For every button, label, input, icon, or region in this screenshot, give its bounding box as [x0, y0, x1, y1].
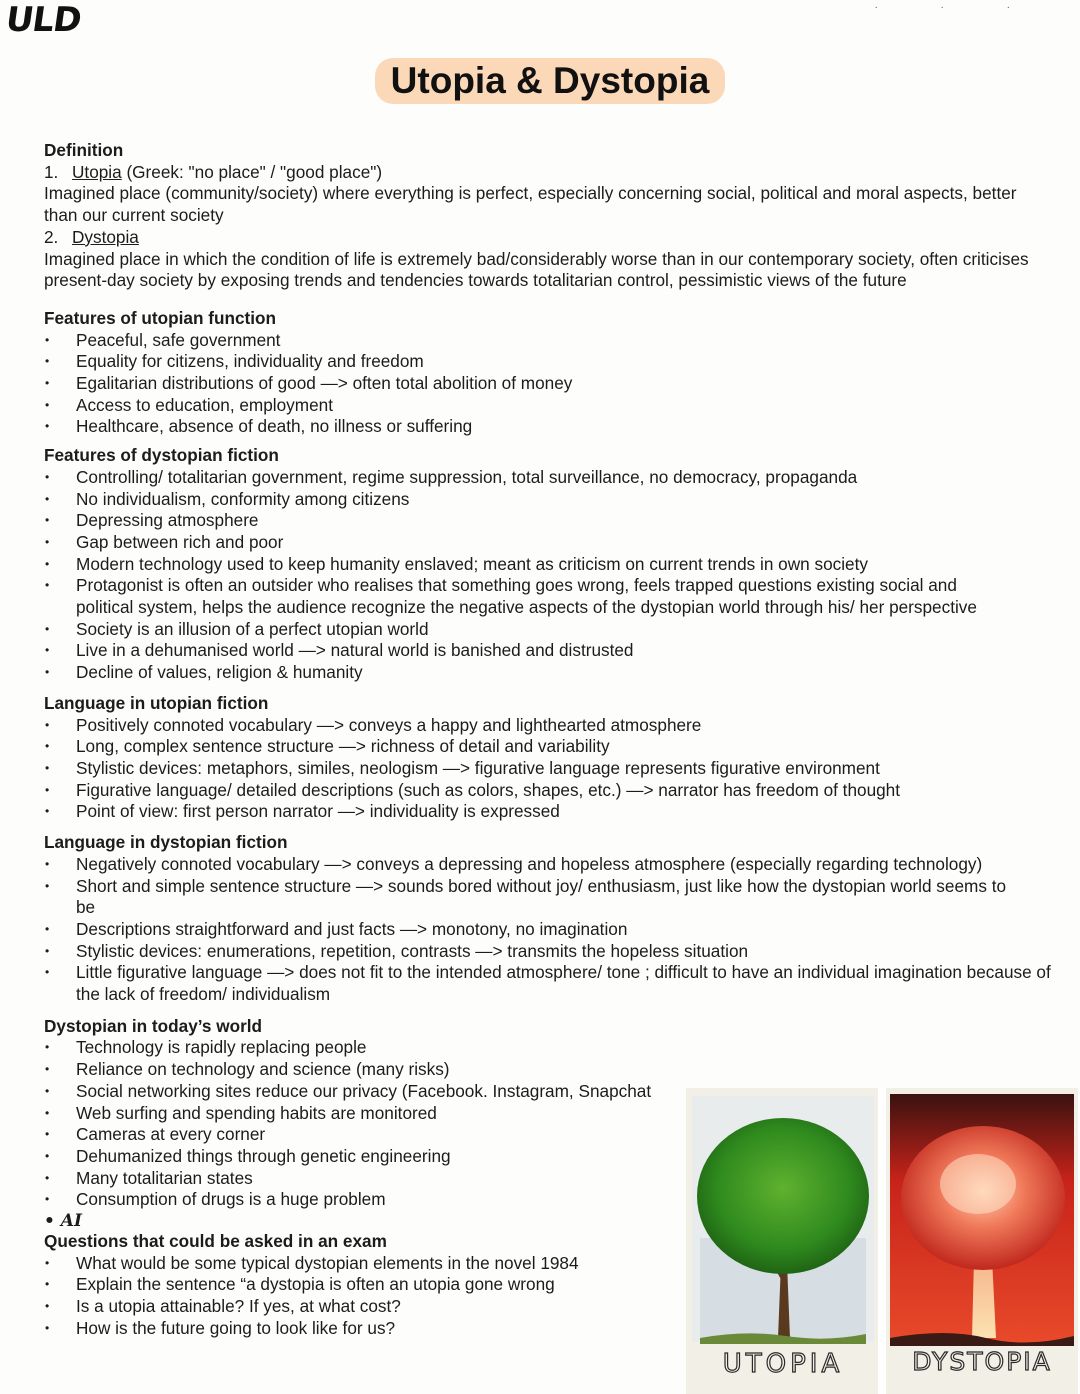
list-item: • Explain the sentence “a dystopia is often an utopia gone wrong	[44, 1274, 684, 1296]
utopian-language-heading: Language in utopian fiction	[44, 692, 269, 713]
dystopian-features-heading: Features of dystopian fiction	[44, 445, 279, 466]
definition-section	[44, 140, 1054, 292]
dystopia-definition: Imagined place in which the condition of life is extremely bad/considerably worse than in our contemporary society, often criticises present-day society by exposing trends and tendencies towards totalitarian control, pessimistic views of the future	[44, 248, 1029, 291]
questions-heading: Questions that could be asked in an exam	[44, 1231, 387, 1252]
list-item: • Technology is rapidly replacing people	[44, 1037, 684, 1059]
utopian-features-list	[44, 330, 1054, 439]
utopia-tree-crown	[697, 1118, 869, 1274]
list-item: • Little figurative language —> does not fit to the intended atmosphere/ tone ; difficult to have an individual imagination because of the lack of freedom/ individualism	[44, 962, 1054, 1005]
list-item: • Healthcare, absence of death, no illness or suffering	[44, 416, 1054, 438]
list-item: • Many totalitarian states	[44, 1168, 684, 1190]
list-item: • Dehumanized things through genetic engineering	[44, 1146, 684, 1168]
list-item: • Point of view: first person narrator —> individuality is expressed	[44, 801, 1054, 823]
utopian-features-section	[44, 308, 1054, 438]
dystopian-language-section	[44, 832, 1054, 1006]
today-heading: Dystopian in today’s world	[44, 1015, 263, 1036]
definition-heading: Definition	[44, 140, 124, 160]
dystopia-label: DYSTOPIA	[912, 1347, 1052, 1376]
list-item: • How is the future going to look like for us?	[44, 1318, 684, 1340]
utopia-dystopia-illustration	[686, 1088, 1078, 1394]
list-item: • Equality for citizens, individuality and freedom	[44, 351, 1054, 373]
decorative-dots: · · ·	[874, 2, 1040, 13]
list-item: • Society is an illusion of a perfect utopian world	[44, 619, 1054, 641]
list-item: • Social networking sites reduce our privacy (Facebook. Instagram, Snapchat	[44, 1081, 684, 1103]
definition-item-2	[44, 227, 1054, 249]
illustration-divider	[878, 1088, 886, 1394]
list-item: • Consumption of drugs is a huge problem	[44, 1189, 684, 1211]
questions-list	[44, 1253, 684, 1340]
utopian-language-section	[44, 693, 1054, 823]
dystopian-language-heading: Language in dystopian fiction	[44, 832, 288, 853]
list-item: • Long, complex sentence structure —> richness of detail and variability	[44, 736, 1054, 758]
logo: ULD	[3, 0, 84, 40]
list-item: • Reliance on technology and science (many risks)	[44, 1059, 684, 1081]
list-item: • Short and simple sentence structure —> sounds bored without joy/ enthusiasm, just like how the dystopian world seems to be	[44, 876, 1054, 919]
list-item: • No individualism, conformity among citizens	[44, 489, 1054, 511]
mushroom-cloud-highlight	[940, 1154, 1016, 1214]
definition-number-1: 1.	[44, 161, 59, 182]
list-item: • Web surfing and spending habits are monitored	[44, 1103, 684, 1125]
list-item: • Gap between rich and poor	[44, 532, 1054, 554]
list-item: • Access to education, employment	[44, 395, 1054, 417]
utopian-language-list	[44, 715, 1054, 824]
utopian-features-heading: Features of utopian function	[44, 307, 277, 328]
list-item: • Live in a dehumanised world —> natural world is banished and distrusted	[44, 640, 1054, 662]
list-item: • Positively connoted vocabulary —> conveys a happy and lighthearted atmosphere	[44, 715, 1054, 737]
list-item: • Peaceful, safe government	[44, 330, 1054, 352]
list-item: • Cameras at every corner	[44, 1124, 684, 1146]
list-item: • Egalitarian distributions of good —> often total abolition of money	[44, 373, 1054, 395]
definition-number-2: 2.	[44, 226, 59, 247]
list-item: • Negatively connoted vocabulary —> conveys a depressing and hopeless atmosphere (especially regarding technology)	[44, 854, 1054, 876]
utopia-etymology: (Greek: "no place" / "good place")	[121, 161, 383, 182]
title-container	[0, 58, 1080, 104]
list-item: • Decline of values, religion & humanity	[44, 662, 1054, 684]
list-item: • Figurative language/ detailed descriptions (such as colors, shapes, etc.) —> narrator has freedom of thought	[44, 780, 1054, 802]
handwritten-ai-note: • AI	[44, 1211, 82, 1232]
list-item: • Descriptions straightforward and just facts —> monotony, no imagination	[44, 919, 1054, 941]
page-title: Utopia & Dystopia	[375, 58, 726, 104]
list-item: • What would be some typical dystopian elements in the novel 1984	[44, 1253, 684, 1275]
definition-item-1	[44, 162, 1054, 184]
list-item: • Modern technology used to keep humanity enslaved; meant as criticism on current trends in own society	[44, 554, 1054, 576]
list-item: • Controlling/ totalitarian government, regime suppression, total surveillance, no democracy, propaganda	[44, 467, 1054, 489]
dystopian-features-list	[44, 467, 1054, 684]
dystopia-term: Dystopia	[72, 226, 139, 247]
today-list	[44, 1037, 684, 1211]
utopia-term: Utopia	[72, 161, 122, 182]
list-item: • Is a utopia attainable? If yes, at what cost?	[44, 1296, 684, 1318]
list-item: • Stylistic devices: metaphors, similes, neologism —> figurative language represents figurative environment	[44, 758, 1054, 780]
list-item: • Stylistic devices: enumerations, repetition, contrasts —> transmits the hopeless situation	[44, 941, 1054, 963]
list-item: • Protagonist is often an outsider who realises that something goes wrong, feels trapped questions existing social and political system, helps the audience recognize the negative aspects of the dystopian world through his/ her perspective	[44, 575, 1054, 618]
utopia-label: UTOPIA	[722, 1349, 844, 1379]
list-item: • Depressing atmosphere	[44, 510, 1054, 532]
dystopian-language-list	[44, 854, 1054, 1006]
utopia-definition: Imagined place (community/society) where everything is perfect, especially concerning social, political and moral aspects, better than our current society	[44, 183, 1017, 226]
dystopian-features-section	[44, 445, 1054, 684]
